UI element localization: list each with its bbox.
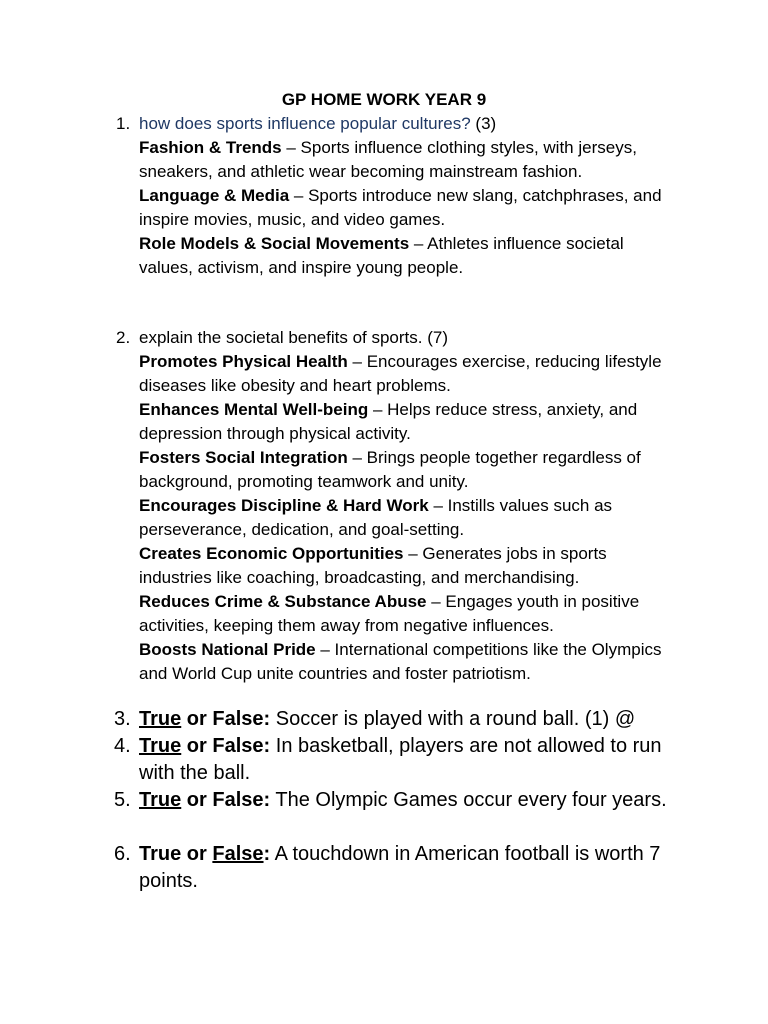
answer-term: Promotes Physical Health: [139, 352, 348, 371]
answer-item: [139, 494, 679, 542]
answer-term: Role Models & Social Movements: [139, 234, 410, 253]
colon: :: [263, 843, 271, 865]
answer-text: – Brings people together regardless of background, promoting teamwork and unity.: [139, 448, 641, 491]
or-word: or: [181, 708, 213, 730]
statement-text: In basketball, players are not allowed to run with the ball.: [139, 735, 662, 784]
true-false-statement: [139, 841, 679, 895]
answer-text: – Instills values such as perseverance, dedication, and goal-setting.: [139, 496, 613, 539]
question-number: 6.: [114, 843, 131, 865]
question-body: [139, 733, 679, 787]
question-body: [139, 326, 679, 686]
false-answer-selected: False: [212, 843, 264, 865]
answer-item: [139, 446, 679, 494]
answer-item: [139, 398, 679, 446]
answer-term: Enhances Mental Well-being: [139, 400, 369, 419]
answer-item: [139, 542, 679, 590]
true-answer-selected: True: [139, 735, 182, 757]
answer-text: – Sports introduce new slang, catchphrases, and inspire movies, music, and video games.: [139, 186, 662, 229]
page-title: GP HOME WORK YEAR 9: [281, 90, 487, 109]
or-word: or: [181, 789, 213, 811]
question-number: 1.: [116, 114, 131, 133]
true-answer: True: [139, 843, 182, 865]
answer-item: [139, 232, 679, 280]
true-false-statement: [139, 787, 679, 814]
statement-text: The Olympic Games occur every four years.: [270, 789, 667, 811]
true-answer-selected: True: [139, 789, 182, 811]
answer-term: Fosters Social Integration: [139, 448, 348, 467]
colon: :: [263, 735, 271, 757]
question-body: [139, 112, 679, 280]
statement-text: Soccer is played with a round ball. (1) @: [270, 708, 636, 730]
question-text: explain the societal benefits of sports. (7): [139, 328, 448, 347]
false-answer: False: [212, 789, 264, 811]
answer-text: – International competitions like the Olympics and World Cup unite countries and foster patriotism.: [139, 640, 662, 683]
answer-term: Creates Economic Opportunities: [139, 544, 404, 563]
answer-text: – Encourages exercise, reducing lifestyle diseases like obesity and heart problems.: [139, 352, 662, 395]
statement-text: A touchdown in American football is worth 7 points.: [139, 843, 661, 892]
answer-text: – Generates jobs in sports industries like coaching, broadcasting, and merchandising.: [139, 544, 607, 587]
answer-item: [139, 136, 679, 184]
answer-text: – Helps reduce stress, anxiety, and depression through physical activity.: [139, 400, 638, 443]
false-answer: False: [212, 735, 264, 757]
true-false-statement: [139, 733, 679, 787]
colon: :: [263, 789, 271, 811]
question-body: [139, 787, 679, 814]
answer-term: Reduces Crime & Substance Abuse: [139, 592, 427, 611]
question-body: [139, 841, 679, 895]
question-text: [139, 112, 679, 136]
true-false-statement: [139, 706, 679, 733]
question-body: [139, 706, 679, 733]
answer-item: [139, 350, 679, 398]
question-marks: (3): [470, 114, 497, 133]
answer-term: Encourages Discipline & Hard Work: [139, 496, 429, 515]
answer-item: [139, 590, 679, 638]
answer-term: Language & Media: [139, 186, 290, 205]
answer-item: [139, 184, 679, 232]
question-number: 3.: [114, 708, 131, 730]
colon: :: [263, 708, 271, 730]
question-number: 4.: [114, 735, 131, 757]
or-word: or: [181, 843, 213, 865]
false-answer: False: [212, 708, 264, 730]
true-answer-selected: True: [139, 708, 182, 730]
answer-text: – Engages youth in positive activities, keeping them away from negative influences.: [139, 592, 640, 635]
answer-text: – Athletes influence societal values, activism, and inspire young people.: [139, 234, 624, 277]
question-prompt: how does sports influence popular cultures?: [139, 114, 471, 133]
answer-term: Boosts National Pride: [139, 640, 316, 659]
or-word: or: [181, 735, 213, 757]
answer-term: Fashion & Trends: [139, 138, 282, 157]
answer-text: – Sports influence clothing styles, with jerseys, sneakers, and athletic wear becoming mainstream fashion.: [139, 138, 637, 181]
answer-item: [139, 638, 679, 686]
question-number: 2.: [116, 328, 131, 347]
question-number: 5.: [114, 789, 131, 811]
